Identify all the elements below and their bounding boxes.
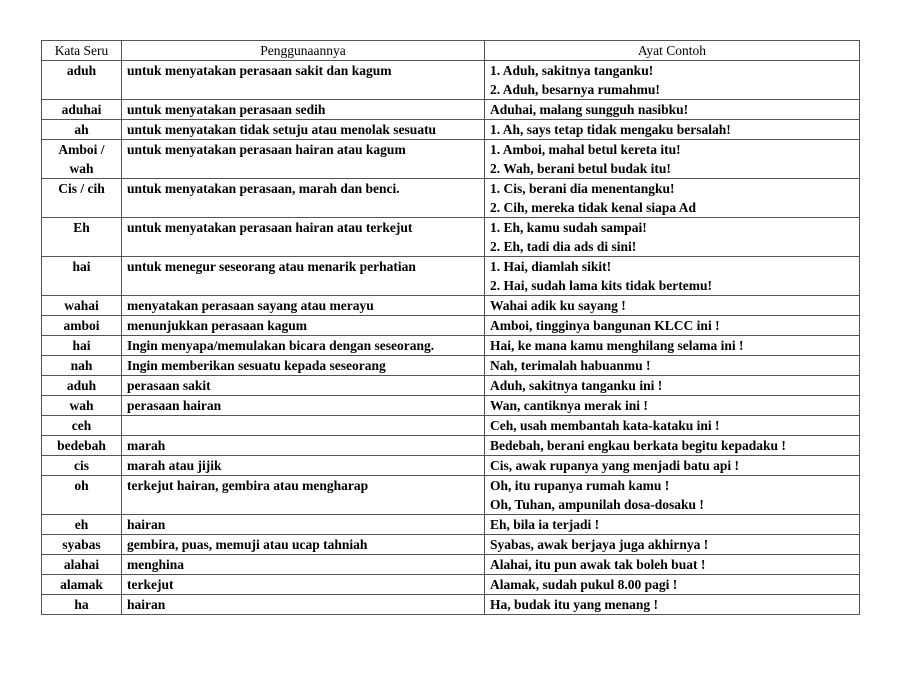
penggunaan-cell — [122, 356, 485, 376]
ayat-contoh-cell — [485, 218, 860, 257]
kata-seru-cell — [42, 356, 122, 376]
ayat-contoh-text: Wan, cantiknya merak ini ! — [490, 398, 648, 413]
kata-seru-text: ha — [74, 597, 89, 612]
kata-seru-cell — [42, 218, 122, 257]
kata-seru-cell — [42, 575, 122, 595]
table-row — [42, 535, 860, 555]
kata-seru-cell — [42, 476, 122, 515]
penggunaan-text: menyatakan perasaan sayang atau merayu — [127, 298, 374, 313]
ayat-contoh-cell — [485, 356, 860, 376]
table-row — [42, 456, 860, 476]
ayat-contoh-text: 2. Hai, sudah lama kits tidak bertemu! — [490, 278, 713, 293]
kata-seru-text: ceh — [71, 418, 92, 433]
penggunaan-text: hairan — [127, 517, 166, 532]
table-row — [42, 476, 860, 515]
ayat-contoh-text: Syabas, awak berjaya juga akhirnya ! — [490, 537, 709, 552]
kata-seru-text: wahai — [64, 298, 99, 313]
kata-seru-text: eh — [74, 517, 89, 532]
ayat-contoh-cell — [485, 316, 860, 336]
ayat-contoh-cell — [485, 296, 860, 316]
ayat-contoh-cell — [485, 416, 860, 436]
ayat-contoh-text: Amboi, tingginya bangunan KLCC ini ! — [490, 318, 720, 333]
kata-seru-text: aduh — [66, 378, 97, 393]
header-row — [42, 41, 860, 61]
kata-seru-cell — [42, 316, 122, 336]
kata-seru-text: Cis / cih — [58, 181, 105, 196]
kata-seru-text: nah — [70, 358, 93, 373]
penggunaan-text: Ingin menyapa/memulakan bicara dengan seseorang. — [127, 338, 435, 353]
kata-seru-cell — [42, 376, 122, 396]
ayat-contoh-cell — [485, 376, 860, 396]
ayat-contoh-text: 1. Hai, diamlah sikit! — [490, 259, 612, 274]
penggunaan-cell — [122, 316, 485, 336]
ayat-contoh-text: 1. Eh, kamu sudah sampai! — [490, 220, 647, 235]
ayat-contoh-text: Alamak, sudah pukul 8.00 pagi ! — [490, 577, 678, 592]
kata-seru-text: Eh — [73, 220, 90, 235]
table-row — [42, 100, 860, 120]
ayat-contoh-text: Alahai, itu pun awak tak boleh buat ! — [490, 557, 706, 572]
table-row — [42, 257, 860, 296]
penggunaan-cell — [122, 555, 485, 575]
table-row — [42, 336, 860, 356]
ayat-contoh-cell — [485, 555, 860, 575]
header-penggunaannya: Penggunaannya — [122, 41, 485, 61]
table-row — [42, 296, 860, 316]
penggunaan-text: untuk menyatakan perasaan sedih — [127, 102, 326, 117]
ayat-contoh-cell — [485, 436, 860, 456]
ayat-contoh-text: Ha, budak itu yang menang ! — [490, 597, 659, 612]
document-page — [41, 40, 860, 615]
penggunaan-cell — [122, 61, 485, 100]
ayat-contoh-cell — [485, 595, 860, 615]
ayat-contoh-text: Cis, awak rupanya yang menjadi batu api ! — [490, 458, 740, 473]
penggunaan-text: Ingin memberikan sesuatu kepada seseorang — [127, 358, 386, 373]
kata-seru-cell — [42, 436, 122, 456]
kata-seru-text: cis — [74, 458, 89, 473]
ayat-contoh-cell — [485, 257, 860, 296]
kata-seru-text: Amboi / — [58, 142, 105, 157]
penggunaan-text: gembira, puas, memuji atau ucap tahniah — [127, 537, 368, 552]
kata-seru-cell — [42, 140, 122, 179]
ayat-contoh-text: Nah, terimalah habuanmu ! — [490, 358, 651, 373]
kata-seru-text: hai — [72, 259, 91, 274]
penggunaan-cell — [122, 595, 485, 615]
ayat-contoh-cell — [485, 515, 860, 535]
table-row — [42, 396, 860, 416]
table-row — [42, 515, 860, 535]
penggunaan-cell — [122, 575, 485, 595]
kata-seru-cell — [42, 456, 122, 476]
penggunaan-text: hairan — [127, 597, 166, 612]
penggunaan-cell — [122, 515, 485, 535]
table-row — [42, 140, 860, 179]
kata-seru-text: ah — [74, 122, 89, 137]
kata-seru-table — [41, 40, 860, 615]
penggunaan-cell — [122, 396, 485, 416]
ayat-contoh-cell — [485, 396, 860, 416]
kata-seru-cell — [42, 396, 122, 416]
table-row — [42, 61, 860, 100]
penggunaan-text: untuk menyatakan perasaan sakit dan kagum — [127, 63, 392, 78]
table-row — [42, 416, 860, 436]
ayat-contoh-cell — [485, 140, 860, 179]
penggunaan-cell — [122, 436, 485, 456]
ayat-contoh-cell — [485, 476, 860, 515]
kata-seru-text: hai — [72, 338, 91, 353]
penggunaan-text: untuk menyatakan tidak setuju atau menolak sesuatu — [127, 122, 437, 137]
penggunaan-text: menghina — [127, 557, 185, 572]
kata-seru-cell — [42, 296, 122, 316]
kata-seru-cell — [42, 61, 122, 100]
penggunaan-text: untuk menyatakan perasaan, marah dan benci. — [127, 181, 400, 196]
ayat-contoh-text: 2. Eh, tadi dia ads di sini! — [490, 239, 637, 254]
table-row — [42, 436, 860, 456]
penggunaan-text: terkejut — [127, 577, 174, 592]
table-row — [42, 218, 860, 257]
ayat-contoh-cell — [485, 61, 860, 100]
kata-seru-cell — [42, 100, 122, 120]
penggunaan-text: menunjukkan perasaan kagum — [127, 318, 308, 333]
kata-seru-text: alamak — [60, 577, 103, 592]
ayat-contoh-cell — [485, 100, 860, 120]
penggunaan-cell — [122, 120, 485, 140]
kata-seru-text: amboi — [63, 318, 100, 333]
kata-seru-text: bedebah — [57, 438, 106, 453]
kata-seru-cell — [42, 257, 122, 296]
table-row — [42, 179, 860, 218]
kata-seru-text: syabas — [62, 537, 101, 552]
ayat-contoh-text: 2. Aduh, besarnya rumahmu! — [490, 82, 660, 97]
penggunaan-cell — [122, 456, 485, 476]
penggunaan-text: untuk menegur seseorang atau menarik perhatian — [127, 259, 416, 274]
penggunaan-text: marah — [127, 438, 166, 453]
ayat-contoh-text: Bedebah, berani engkau berkata begitu kepadaku ! — [490, 438, 786, 453]
kata-seru-text: aduh — [66, 63, 97, 78]
ayat-contoh-text: 2. Wah, berani betul budak itu! — [490, 161, 671, 176]
penggunaan-text: perasaan hairan — [127, 398, 222, 413]
penggunaan-cell — [122, 336, 485, 356]
penggunaan-cell — [122, 100, 485, 120]
table-row — [42, 316, 860, 336]
ayat-contoh-cell — [485, 535, 860, 555]
penggunaan-cell — [122, 535, 485, 555]
penggunaan-cell — [122, 218, 485, 257]
penggunaan-cell — [122, 376, 485, 396]
kata-seru-cell — [42, 595, 122, 615]
kata-seru-text: oh — [74, 478, 89, 493]
table-row — [42, 555, 860, 575]
ayat-contoh-text: 2. Cih, mereka tidak kenal siapa Ad — [490, 200, 697, 215]
ayat-contoh-text: 1. Aduh, sakitnya tanganku! — [490, 63, 654, 78]
ayat-contoh-text: Wahai adik ku sayang ! — [490, 298, 626, 313]
kata-seru-cell — [42, 555, 122, 575]
kata-seru-cell — [42, 120, 122, 140]
penggunaan-cell — [122, 140, 485, 179]
kata-seru-text: alahai — [63, 557, 100, 572]
ayat-contoh-text: Aduhai, malang sungguh nasibku! — [490, 102, 689, 117]
penggunaan-cell — [122, 257, 485, 296]
kata-seru-text: wah — [69, 161, 94, 176]
kata-seru-cell — [42, 336, 122, 356]
kata-seru-cell — [42, 416, 122, 436]
ayat-contoh-text: Ceh, usah membantah kata-kataku ini ! — [490, 418, 720, 433]
header-ayat-contoh: Ayat Contoh — [485, 41, 860, 61]
penggunaan-cell — [122, 416, 485, 436]
ayat-contoh-cell — [485, 456, 860, 476]
ayat-contoh-cell — [485, 575, 860, 595]
ayat-contoh-cell — [485, 179, 860, 218]
penggunaan-text: perasaan sakit — [127, 378, 211, 393]
ayat-contoh-text: 1. Ah, says tetap tidak mengaku bersalah! — [490, 122, 731, 137]
ayat-contoh-text: Aduh, sakitnya tanganku ini ! — [490, 378, 663, 393]
table-row — [42, 376, 860, 396]
kata-seru-cell — [42, 179, 122, 218]
table-row — [42, 120, 860, 140]
table-row — [42, 595, 860, 615]
ayat-contoh-text: Oh, itu rupanya rumah kamu ! — [490, 478, 670, 493]
kata-seru-cell — [42, 535, 122, 555]
kata-seru-text: aduhai — [61, 102, 102, 117]
ayat-contoh-text: Oh, Tuhan, ampunilah dosa-dosaku ! — [490, 497, 704, 512]
header-kata-seru: Kata Seru — [42, 41, 122, 61]
penggunaan-cell — [122, 296, 485, 316]
kata-seru-text: wah — [69, 398, 94, 413]
kata-seru-cell — [42, 515, 122, 535]
ayat-contoh-cell — [485, 336, 860, 356]
penggunaan-text: terkejut hairan, gembira atau mengharap — [127, 478, 369, 493]
penggunaan-cell — [122, 179, 485, 218]
penggunaan-text: untuk menyatakan perasaan hairan atau kagum — [127, 142, 406, 157]
penggunaan-cell — [122, 476, 485, 515]
ayat-contoh-text: Eh, bila ia terjadi ! — [490, 517, 600, 532]
table-row — [42, 575, 860, 595]
ayat-contoh-cell — [485, 120, 860, 140]
table-row — [42, 356, 860, 376]
ayat-contoh-text: 1. Amboi, mahal betul kereta itu! — [490, 142, 681, 157]
penggunaan-text: marah atau jijik — [127, 458, 222, 473]
penggunaan-text: untuk menyatakan perasaan hairan atau terkejut — [127, 220, 413, 235]
ayat-contoh-text: Hai, ke mana kamu menghilang selama ini ! — [490, 338, 744, 353]
ayat-contoh-text: 1. Cis, berani dia menentangku! — [490, 181, 675, 196]
